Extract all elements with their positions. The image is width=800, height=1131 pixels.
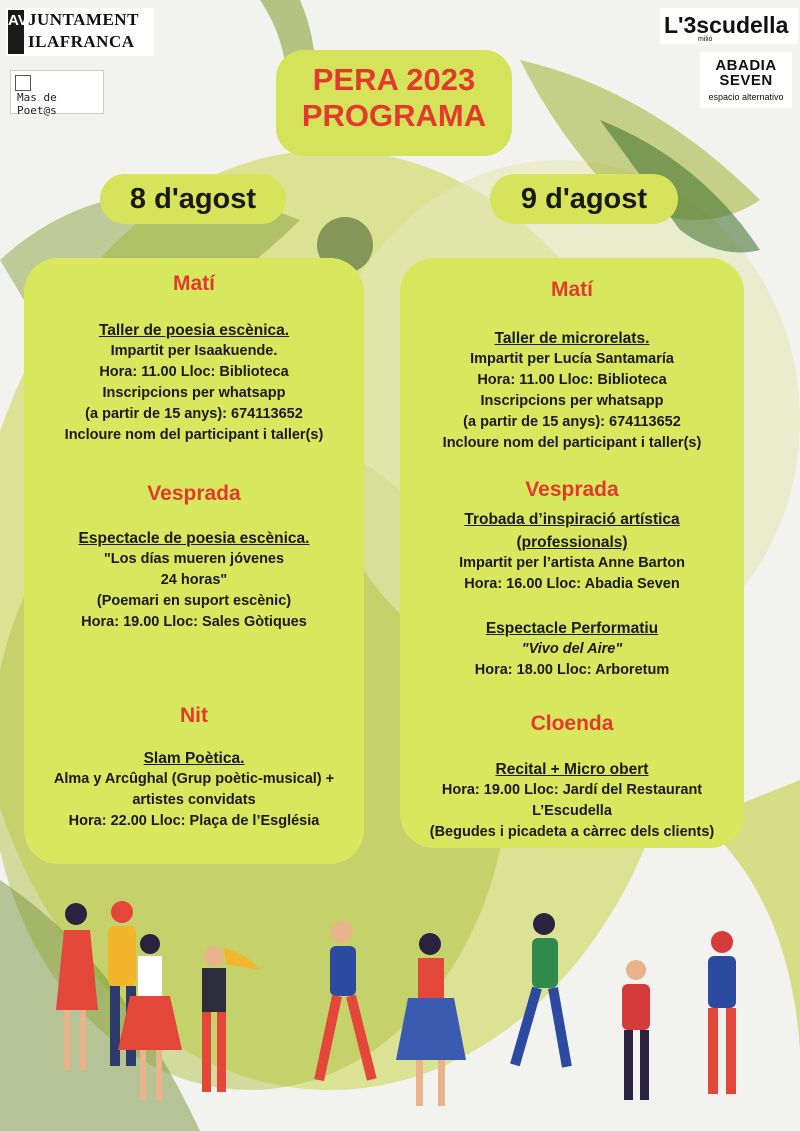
escudella-logo [660, 8, 798, 44]
day2-vesprada-event2: Espectacle Performatiu [485, 620, 659, 637]
day2-mati-line: Hora: 11.00 Lloc: Biblioteca [477, 372, 667, 388]
abadia-seven-logo [700, 52, 792, 108]
day1-vesprada-line: Hora: 19.00 Lloc: Sales Gòtiques [81, 614, 307, 630]
dancer-figure [708, 931, 736, 1094]
day2-mati-line: Incloure nom del participant i taller(s) [442, 435, 702, 451]
day2-mati-line: Inscripcions per whatsapp [480, 393, 664, 409]
day1-mati-event: Taller de poesia escènica. [98, 322, 290, 339]
day2-cloenda-line: L’Escudella [532, 803, 612, 819]
ajuntament-line2: ILAFRANCA [28, 32, 135, 51]
day1-vesprada-line: (Poemari en suport escènic) [96, 593, 292, 609]
day2-vesprada-event1-l2: (professionals) [516, 534, 628, 551]
day2-mati-heading: Matí [551, 278, 593, 301]
day1-nit-event: Slam Poètica. [143, 750, 245, 767]
ajuntament-vilafranca-logo [6, 8, 154, 56]
day1-program-card [24, 258, 364, 864]
day1-mati-line: Impartit per Isaakuende. [110, 343, 278, 359]
day1-vesprada-line: "Los días mueren jóvenes [103, 551, 285, 567]
title-line2: PROGRAMA [301, 98, 487, 133]
day1-nit-line: Alma y Arcûghal (Grup poètic-musical) + [53, 771, 335, 787]
day2-vesprada-line: Hora: 16.00 Lloc: Abadia Seven [464, 576, 680, 592]
av-monogram: AV [8, 10, 24, 54]
day1-mati-line: Hora: 11.00 Lloc: Biblioteca [99, 364, 289, 380]
date-pill-day2: 9 d'agost [490, 174, 678, 224]
abadia-line2: SEVEN [719, 72, 773, 89]
day1-mati-heading: Matí [173, 272, 215, 295]
escudella-small-text: milió [698, 36, 713, 43]
day2-cloenda-line: (Begudes i picadeta a càrrec dels clients) [429, 824, 715, 840]
day1-vesprada-heading: Vesprada [147, 482, 241, 505]
mas-de-poetas-logo [10, 70, 104, 117]
day2-mati-event: Taller de microrelats. [494, 330, 650, 347]
dancer-figure [202, 946, 260, 1092]
day1-vesprada-event: Espectacle de poesia escènica. [78, 530, 310, 547]
day2-mati-line: (a partir de 15 anys): 674113652 [463, 414, 681, 430]
mas-de-poetas-text: Mas de Poet@s [17, 91, 57, 117]
day1-nit-line: Hora: 22.00 Lloc: Plaça de l’Església [68, 813, 320, 829]
dancing-people-illustration [40, 890, 780, 1120]
day2-program-card [400, 258, 744, 848]
day2-vesprada-heading: Vesprada [525, 478, 619, 501]
abadia-subtitle: espacio alternativo [708, 92, 784, 102]
day2-vesprada-event1: Trobada d’inspiració artística [464, 511, 680, 528]
title-line1: PERA 2023 [312, 62, 476, 97]
day2-cloenda-event: Recital + Micro obert [495, 761, 649, 778]
day1-mati-line: (a partir de 15 anys): 674113652 [85, 406, 303, 422]
day1-mati-line: Inscripcions per whatsapp [102, 385, 286, 401]
abadia-line1: ABADIA [715, 57, 777, 74]
day1-vesprada-line: 24 horas" [160, 572, 228, 588]
date-pill-day1: 8 d'agost [100, 174, 286, 224]
ajuntament-line1: JUNTAMENT [28, 10, 139, 29]
dancer-figure [396, 933, 466, 1106]
escudella-text: L'3scudella [664, 12, 789, 38]
day1-nit-heading: Nit [180, 704, 208, 727]
day1-mati-line: Incloure nom del participant i taller(s) [64, 427, 324, 443]
title-pill [276, 50, 512, 156]
door-icon [15, 75, 31, 91]
day1-nit-line: artistes convidats [132, 792, 256, 808]
dancer-figure [314, 921, 376, 1081]
dancer-figure [56, 903, 98, 1070]
day2-vesprada-event2-quote: "Vivo del Aire" [521, 641, 623, 657]
day2-vesprada-line: Impartit per l’artista Anne Barton [459, 555, 685, 571]
day2-cloenda-heading: Cloenda [530, 712, 614, 735]
day2-mati-line: Impartit per Lucía Santamaría [470, 351, 674, 367]
day2-vesprada-event2-time: Hora: 18.00 Lloc: Arboretum [474, 662, 670, 678]
dancer-figure [622, 960, 650, 1100]
dancer-figure [510, 913, 572, 1068]
day2-cloenda-line: Hora: 19.00 Lloc: Jardí del Restaurant [441, 782, 703, 798]
